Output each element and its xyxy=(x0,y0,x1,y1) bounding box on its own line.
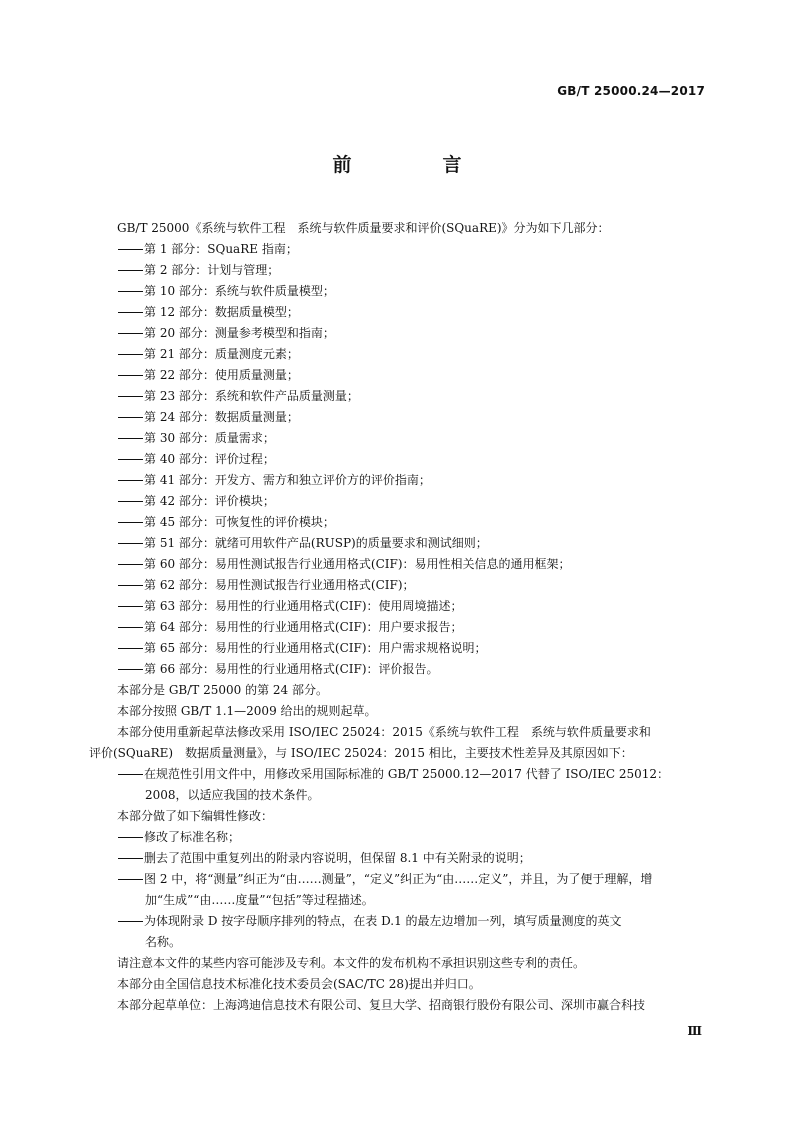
part-list-item xyxy=(117,428,707,449)
part-list-item-text: 第 22 部分：使用质量测量； xyxy=(144,368,299,382)
editorial-item-4 xyxy=(117,911,707,932)
dash-marker xyxy=(117,638,144,659)
part-list-item-text: 第 20 部分：测量参考模型和指南； xyxy=(144,326,335,340)
page-title: 前 言 xyxy=(332,154,498,176)
part-list-item xyxy=(117,491,707,512)
part-list-item-text: 第 40 部分：评价过程； xyxy=(144,452,275,466)
dash-marker xyxy=(117,848,144,869)
part-list-item-text: 第 66 部分：易用性的行业通用格式(CIF)：评价报告。 xyxy=(144,662,439,676)
page-number: Ⅲ xyxy=(687,1024,702,1038)
editorial-item-1-text: 修改了标准名称； xyxy=(144,830,241,844)
dash-marker xyxy=(117,533,144,554)
part-list-item xyxy=(117,575,707,596)
intro-paragraph: GB/T 25000《系统与软件工程 系统与软件质量要求和评价(SQuaRE)》分为如下几部分： xyxy=(117,221,610,235)
part-list-item xyxy=(117,260,707,281)
dash-marker xyxy=(117,323,144,344)
patent-paragraph: 请注意本文件的某些内容可能涉及专利。本文件的发布机构不承担识别这些专利的责任。 xyxy=(117,956,586,970)
part-list-item xyxy=(117,344,707,365)
dash-marker xyxy=(117,617,144,638)
part-list-item xyxy=(117,239,707,260)
tech-diff-item xyxy=(117,764,707,785)
part-list-item xyxy=(117,554,707,575)
dash-marker xyxy=(117,470,144,491)
dash-marker xyxy=(117,512,144,533)
dash-marker xyxy=(117,659,144,680)
editorial-item-3 xyxy=(117,869,707,890)
editorial-item-3-text-line1: 图 2 中，将“测量”纠正为“由……测量”，“定义”纠正为“由……定义”，并且，为了便于理解，增 xyxy=(144,872,653,886)
dash-marker xyxy=(117,554,144,575)
dash-marker xyxy=(117,575,144,596)
editorial-paragraph: 本部分做了如下编辑性修改： xyxy=(117,809,274,823)
dash-marker xyxy=(117,302,144,323)
parts-list xyxy=(117,239,707,680)
dash-marker xyxy=(117,428,144,449)
dash-marker xyxy=(117,260,144,281)
part-list-item xyxy=(117,470,707,491)
part-list-item-text: 第 63 部分：易用性的行业通用格式(CIF)：使用周境描述； xyxy=(144,599,463,613)
part-list-item-text: 第 42 部分：评价模块； xyxy=(144,494,275,508)
dash-marker xyxy=(117,491,144,512)
redraft-paragraph-line2: 评价(SQuaRE) 数据质量测量》，与 ISO/IEC 25024：2015 相比，主要技术性差异及其原因如下： xyxy=(89,746,633,760)
dash-marker xyxy=(117,764,144,785)
part-list-item xyxy=(117,659,707,680)
tech-diff-item-cont: 2008，以适应我国的技术条件。 xyxy=(145,788,320,802)
part-list-item xyxy=(117,596,707,617)
editorial-item-4-cont: 名称。 xyxy=(145,935,182,949)
part-list-item-text: 第 65 部分：易用性的行业通用格式(CIF)：用户需求规格说明； xyxy=(144,641,487,655)
dash-marker xyxy=(117,596,144,617)
part-list-item xyxy=(117,512,707,533)
standard-code: GB/T 25000.24—2017 xyxy=(557,84,705,98)
editorial-item-3-cont: 加“生成”“由……度量”“包括”等过程描述。 xyxy=(145,893,374,907)
editorial-item-1 xyxy=(117,827,707,848)
part-list-item xyxy=(117,617,707,638)
proposed-paragraph: 本部分由全国信息技术标准化技术委员会(SAC/TC 28)提出并归口。 xyxy=(117,977,481,991)
part-list-item-text: 第 2 部分：计划与管理； xyxy=(144,263,280,277)
dash-marker xyxy=(117,911,144,932)
dash-marker xyxy=(117,386,144,407)
document-body xyxy=(89,218,707,1016)
part-list-item-text: 第 10 部分：系统与软件质量模型； xyxy=(144,284,335,298)
part-list-item-text: 第 41 部分：开发方、需方和独立评价方的评价指南； xyxy=(144,473,431,487)
editorial-item-2 xyxy=(117,848,707,869)
part-list-item-text: 第 12 部分：数据质量模型； xyxy=(144,305,299,319)
dash-marker xyxy=(117,344,144,365)
dash-marker xyxy=(117,869,144,890)
part-list-item xyxy=(117,281,707,302)
part-list-item xyxy=(117,365,707,386)
part-list-item-text: 第 30 部分：质量需求； xyxy=(144,431,275,445)
dash-marker xyxy=(117,239,144,260)
editorial-item-2-text: 删去了范围中重复列出的附录内容说明，但保留 8.1 中有关附录的说明； xyxy=(144,851,531,865)
part-list-item-text: 第 23 部分：系统和软件产品质量测量； xyxy=(144,389,359,403)
part-list-item-text: 第 24 部分：数据质量测量； xyxy=(144,410,299,424)
part-list-item xyxy=(117,533,707,554)
part-list-item-text: 第 51 部分：就绪可用软件产品(RUSP)的质量要求和测试细则； xyxy=(144,536,488,550)
part-list-item-text: 第 62 部分：易用性测试报告行业通用格式(CIF)； xyxy=(144,578,415,592)
dash-marker xyxy=(117,407,144,428)
part-list-item xyxy=(117,323,707,344)
tech-diff-text-line1: 在规范性引用文件中，用修改采用国际标准的 GB/T 25000.12—2017 代替了 ISO/IEC 25012： xyxy=(144,767,670,781)
dash-marker xyxy=(117,449,144,470)
part-list-item xyxy=(117,386,707,407)
part-list-item-text: 第 64 部分：易用性的行业通用格式(CIF)：用户要求报告； xyxy=(144,620,463,634)
drafting-paragraph: 本部分起草单位：上海鸿迪信息技术有限公司、复旦大学、招商银行股份有限公司、深圳市赢合科技 xyxy=(117,998,646,1012)
dash-marker xyxy=(117,365,144,386)
part-list-item xyxy=(117,302,707,323)
part-list-item-text: 第 45 部分：可恢复性的评价模块； xyxy=(144,515,335,529)
part-of-paragraph: 本部分是 GB/T 25000 的第 24 部分。 xyxy=(117,683,328,697)
part-list-item-text: 第 1 部分：SQuaRE 指南； xyxy=(144,242,298,256)
part-list-item xyxy=(117,407,707,428)
part-list-item xyxy=(117,449,707,470)
part-list-item xyxy=(117,638,707,659)
part-list-item-text: 第 21 部分：质量测度元素； xyxy=(144,347,299,361)
redraft-paragraph-line1: 本部分使用重新起草法修改采用 ISO/IEC 25024：2015《系统与软件工程 系统与软件质量要求和 xyxy=(117,725,651,739)
part-list-item-text: 第 60 部分：易用性测试报告行业通用格式(CIF)：易用性相关信息的通用框架； xyxy=(144,557,571,571)
rules-paragraph: 本部分按照 GB/T 1.1—2009 给出的规则起草。 xyxy=(117,704,377,718)
dash-marker xyxy=(117,827,144,848)
dash-marker xyxy=(117,281,144,302)
editorial-item-4-text-line1: 为体现附录 D 按字母顺序排列的特点，在表 D.1 的最左边增加一列，填写质量测度的英文 xyxy=(144,914,622,928)
